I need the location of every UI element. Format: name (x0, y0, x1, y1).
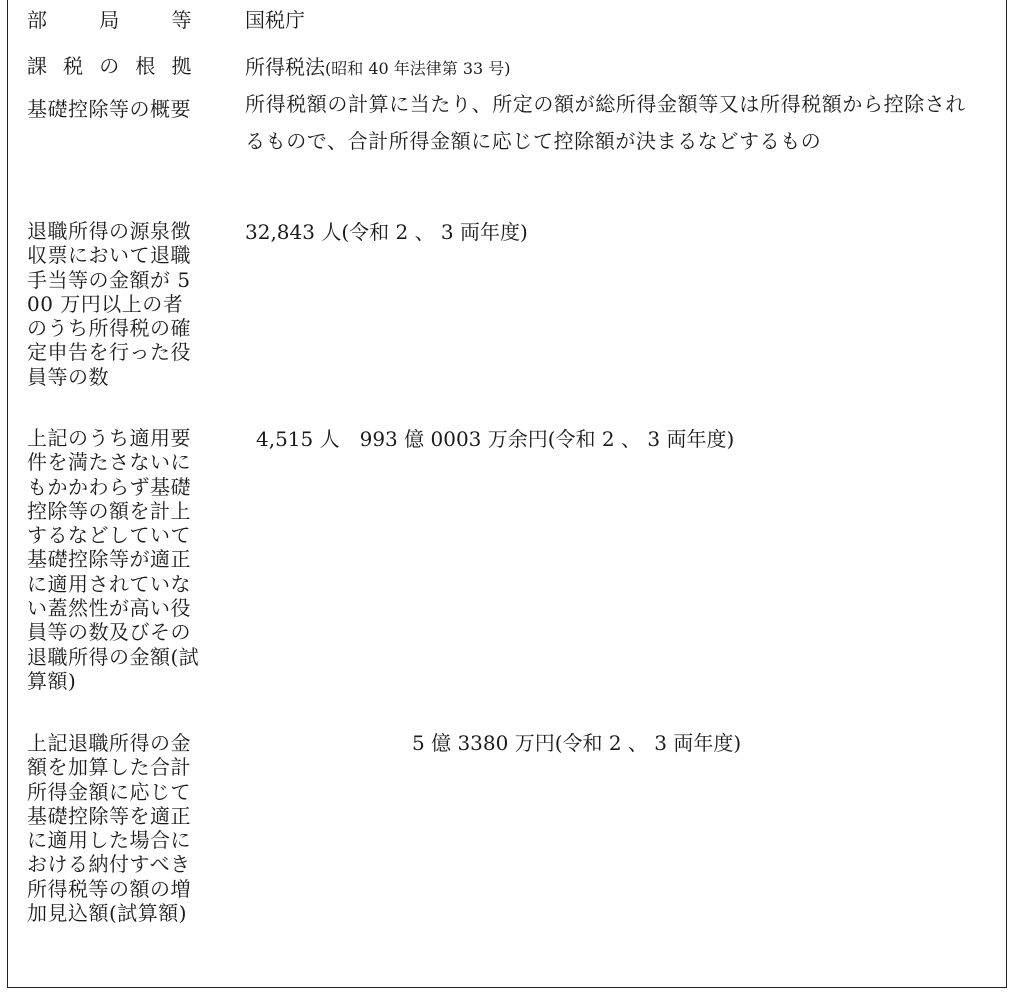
label-tax-basis (27, 54, 202, 78)
law-name: 所得税法 (245, 55, 325, 79)
value-department: 国税庁 (245, 8, 305, 32)
label-char: 課 (27, 54, 48, 78)
label-char: 拠 (171, 54, 192, 78)
value-retirees-count: 32,843 人(令和 2 、 3 両年度) (245, 220, 528, 244)
label-char: の (99, 54, 120, 78)
label-char: 部 (27, 8, 48, 32)
value-overview: 所得税額の計算に当たり、所定の額が総所得金額等又は所得税額から控除されるもので、合計所得金額に応じて控除額が決まるなどするもの (245, 92, 966, 153)
label-overview: 基礎控除等の概要 (27, 97, 191, 121)
law-note: (昭和 40 年法律第 33 号) (325, 59, 511, 78)
label-char: 税 (63, 54, 84, 78)
value-tax-basis (245, 54, 511, 82)
value-improper-count: 4,515 人 993 億 0003 万余円(令和 2 、 3 両年度) (256, 427, 735, 451)
label-char: 等 (171, 8, 192, 32)
label-char: 局 (99, 8, 120, 32)
label-tax-increase: 上記退職所得の金額を加算した合計所得金額に応じて基礎控除等を適正に適用した場合における納付すべき所得税等の額の増加見込額(試算額) (27, 731, 191, 926)
label-department (27, 8, 202, 32)
label-retirees-count: 退職所得の源泉徴収票において退職手当等の金額が 500 万円以上の者のうち所得税の確定申告を行った役員等の数 (27, 219, 191, 389)
label-improper-count: 上記のうち適用要件を満たさないにもかかわらず基礎控除等の額を計上するなどしていて基礎控除等が適正に適用されていない蓋然性が高い役員等の数及びその退職所得の金額(試算額) (27, 426, 200, 693)
value-tax-increase: 5 億 3380 万円(令和 2 、 3 両年度) (412, 731, 742, 755)
label-char: 根 (135, 54, 156, 78)
